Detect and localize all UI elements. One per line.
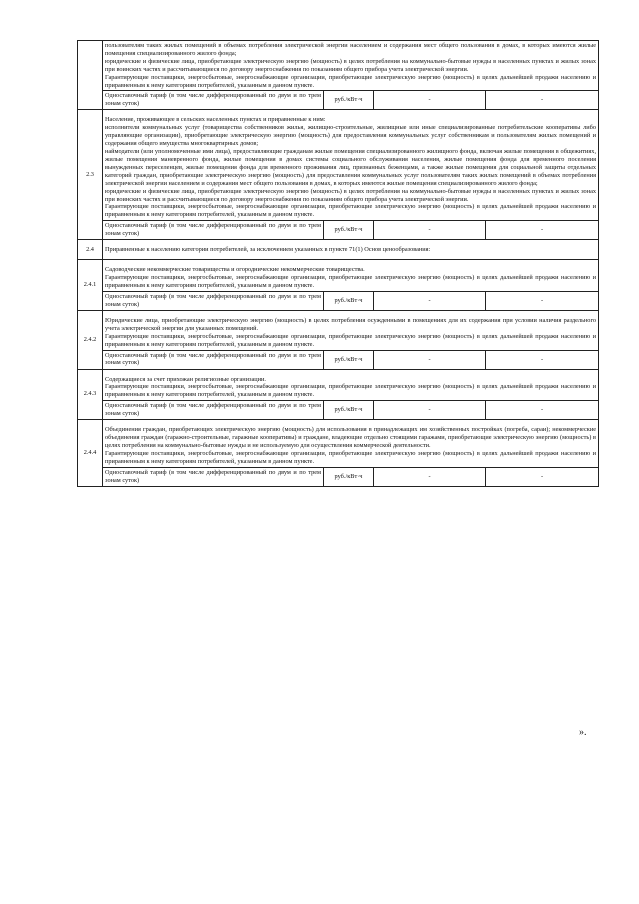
tariff-unit: руб./кВт·ч <box>324 91 374 110</box>
row-number: 2.4.4 <box>78 420 103 487</box>
row-description <box>103 310 599 350</box>
table-row <box>78 420 599 468</box>
tariff-row <box>78 221 599 240</box>
paragraph: Гарантирующие поставщики, энергосбытовые, энергоснабжающие организации, приобретающие электрическую энергию (мощность) в целях дальнейшей продажи населению и приравненным к нему категориям потребителей, указанным в данном пункте. <box>105 332 597 348</box>
tariff-value-1: - <box>374 91 486 110</box>
tariff-unit: руб./кВт·ч <box>324 291 374 310</box>
paragraph: Гарантирующие поставщики, энергосбытовые, энергоснабжающие организации, приобретающие электрическую энергию (мощность) в целях дальнейшей продажи населению и приравненным к нему категориям потребителей, указанным в данном пункте. <box>105 274 597 290</box>
row-description: Приравненные к населению категории потребителей, за исключением указанных в пункте 71(1) Основ ценообразования: <box>103 240 599 260</box>
paragraph: Содержащиеся за счет прихожан религиозные организации. <box>105 375 266 383</box>
tariff-value-1: - <box>374 221 486 240</box>
row-number: 2.3 <box>78 110 103 240</box>
tariff-row <box>78 401 599 420</box>
paragraph: Гарантирующие поставщики, энергосбытовые, энергоснабжающие организации, приобретающие электрическую энергию (мощность) в целях дальнейшей продажи населению и приравненным к нему категориям потребителей, указанным в данном пункте. <box>105 383 597 399</box>
table-row <box>78 41 599 91</box>
table-row <box>78 260 599 292</box>
closing-quote: ». <box>579 727 587 738</box>
tariff-row <box>78 467 599 486</box>
tariff-value-2: - <box>486 401 599 420</box>
row-description <box>103 420 599 468</box>
row-number: 2.4.2 <box>78 310 103 369</box>
paragraph: наймодатели (или уполномоченные ими лица), предоставляющие гражданам жилые помещения специализированного жилищного фонда, включая жилые помещения в общежитиях, жилые помещения маневренного фонда, жилые помещения в домах системы социального обслуживания населения, жилые помещения фонда для временного поселения вынужденных переселенцев, жилые помещения фонда для временного проживания лиц, признанных беженцами, а также жилые помещения для социальной защиты отдельных категорий граждан, приобретающие электрическую энергию (мощность) для предоставления коммунальных услуг пользователям таких жилых помещений в объемах потребления электрической энергии населением и содержания мест общего пользования в домах, в которых имеются жилые помещения специализированного жилого фонда; <box>105 148 597 187</box>
tariff-row <box>78 350 599 369</box>
paragraph: Садоводческие некоммерческие товарищества и огороднические некоммерческие товарищества. <box>105 266 365 274</box>
paragraph: Юридические лица, приобретающие электрическую энергию (мощность) в целях потребления осужденными в помещениях для их содержания при условии наличия раздельного учета электрической энергии для указанных помещений. <box>105 316 597 332</box>
tariff-value-1: - <box>374 350 486 369</box>
tariff-name: Одноставочный тариф (в том числе дифференцированный по двум и по трем зонам суток) <box>103 91 324 110</box>
row-description <box>103 41 599 91</box>
tariff-unit: руб./кВт·ч <box>324 401 374 420</box>
tariff-unit: руб./кВт·ч <box>324 467 374 486</box>
tariff-name: Одноставочный тариф (в том числе дифференцированный по двум и по трем зонам суток) <box>103 467 324 486</box>
paragraph: Гарантирующие поставщики, энергосбытовые, энергоснабжающие организации, приобретающие электрическую энергию (мощность) в целях дальнейшей продажи населению и приравненным к нему категориям потребителей, указанным в данном пункте. <box>105 203 597 219</box>
paragraph: исполнители коммунальных услуг (товарищества собственников жилья, жилищно-строительные, жилищные или иные специализированные потребительские кооперативы либо управляющие организации), приобретающие электрическую энергию (мощность) для предоставления коммунальных услуг собственникам и пользователям жилых помещений и содержания общего имущества многоквартирных домов; <box>105 124 597 148</box>
table-row <box>78 110 599 221</box>
paragraph: юридические и физические лица, приобретающие электрическую энергию (мощность) в целях потребления на коммунально-бытовые нужды в населенных пунктах и жилых зонах при воинских частях и рассчитывающиеся по договору энергоснабжения по показаниям общего прибора учета электрической энергии. <box>105 57 597 73</box>
tariff-value-2: - <box>486 221 599 240</box>
tariff-value-1: - <box>374 401 486 420</box>
tariff-value-2: - <box>486 291 599 310</box>
tariff-name: Одноставочный тариф (в том числе дифференцированный по двум и по трем зонам суток) <box>103 291 324 310</box>
tariff-value-2: - <box>486 467 599 486</box>
tariff-value-1: - <box>374 467 486 486</box>
paragraph: Объединения граждан, приобретающих электрическую энергию (мощность) для использования в принадлежащих им хозяйственных постройках (погреба, сараи); некоммерческие объединения граждан (гаражно-строительные, гаражные кооперативы) и граждане, владеющие отдельно стоящими гаражами, приобретающие электрическую энергию (мощность) в целях потребления на коммунально-бытовые нужды и не используемую для осуществления коммерческой деятельности. <box>105 426 597 450</box>
tariff-row <box>78 291 599 310</box>
tariff-name: Одноставочный тариф (в том числе дифференцированный по двум и по трем зонам суток) <box>103 401 324 420</box>
tariff-unit: руб./кВт·ч <box>324 350 374 369</box>
row-number: 2.4.3 <box>78 369 103 420</box>
tariff-name: Одноставочный тариф (в том числе дифференцированный по двум и по трем зонам суток) <box>103 221 324 240</box>
row-number: 2.4.1 <box>78 260 103 311</box>
paragraph: пользователям таких жилых помещений в объемах потребления электрической энергии населением и содержания мест общего пользования в домах, в которых имеются жилые помещения специализированного жилого фонда; <box>105 42 597 57</box>
tariff-value-2: - <box>486 91 599 110</box>
tariff-row <box>78 91 599 110</box>
tariff-unit: руб./кВт·ч <box>324 221 374 240</box>
row-description <box>103 260 599 292</box>
tariff-value-2: - <box>486 350 599 369</box>
row-number <box>78 41 103 110</box>
tariff-table <box>77 40 599 487</box>
table-row <box>78 369 599 401</box>
tariff-value-1: - <box>374 291 486 310</box>
tariff-name: Одноставочный тариф (в том числе дифференцированный по двум и по трем зонам суток) <box>103 350 324 369</box>
table-row <box>78 310 599 350</box>
paragraph: юридические и физические лица, приобретающие электрическую энергию (мощность) в целях потребления на коммунально-бытовые нужды в населенных пунктах и жилых зонах при воинских частях и рассчитывающиеся по договору энергоснабжения по показаниям общего прибора учета электрической энергии. <box>105 187 597 203</box>
row-number: 2.4 <box>78 240 103 260</box>
paragraph: Гарантирующие поставщики, энергосбытовые, энергоснабжающие организации, приобретающие электрическую энергию (мощность) в целях дальнейшей продажи населению и приравненным к нему категориям потребителей, указанным в данном пункте. <box>105 450 597 465</box>
paragraph: Гарантирующие поставщики, энергосбытовые, энергоснабжающие организации, приобретающие электрическую энергию (мощность) в целях дальнейшей продажи населению и приравненным к нему категориям потребителей, указанным в данном пункте. <box>105 73 597 89</box>
paragraph: Население, проживающее в сельских населенных пунктах и приравненные к ним: <box>105 116 326 124</box>
row-description <box>103 369 599 401</box>
row-description <box>103 110 599 221</box>
table-row <box>78 240 599 260</box>
